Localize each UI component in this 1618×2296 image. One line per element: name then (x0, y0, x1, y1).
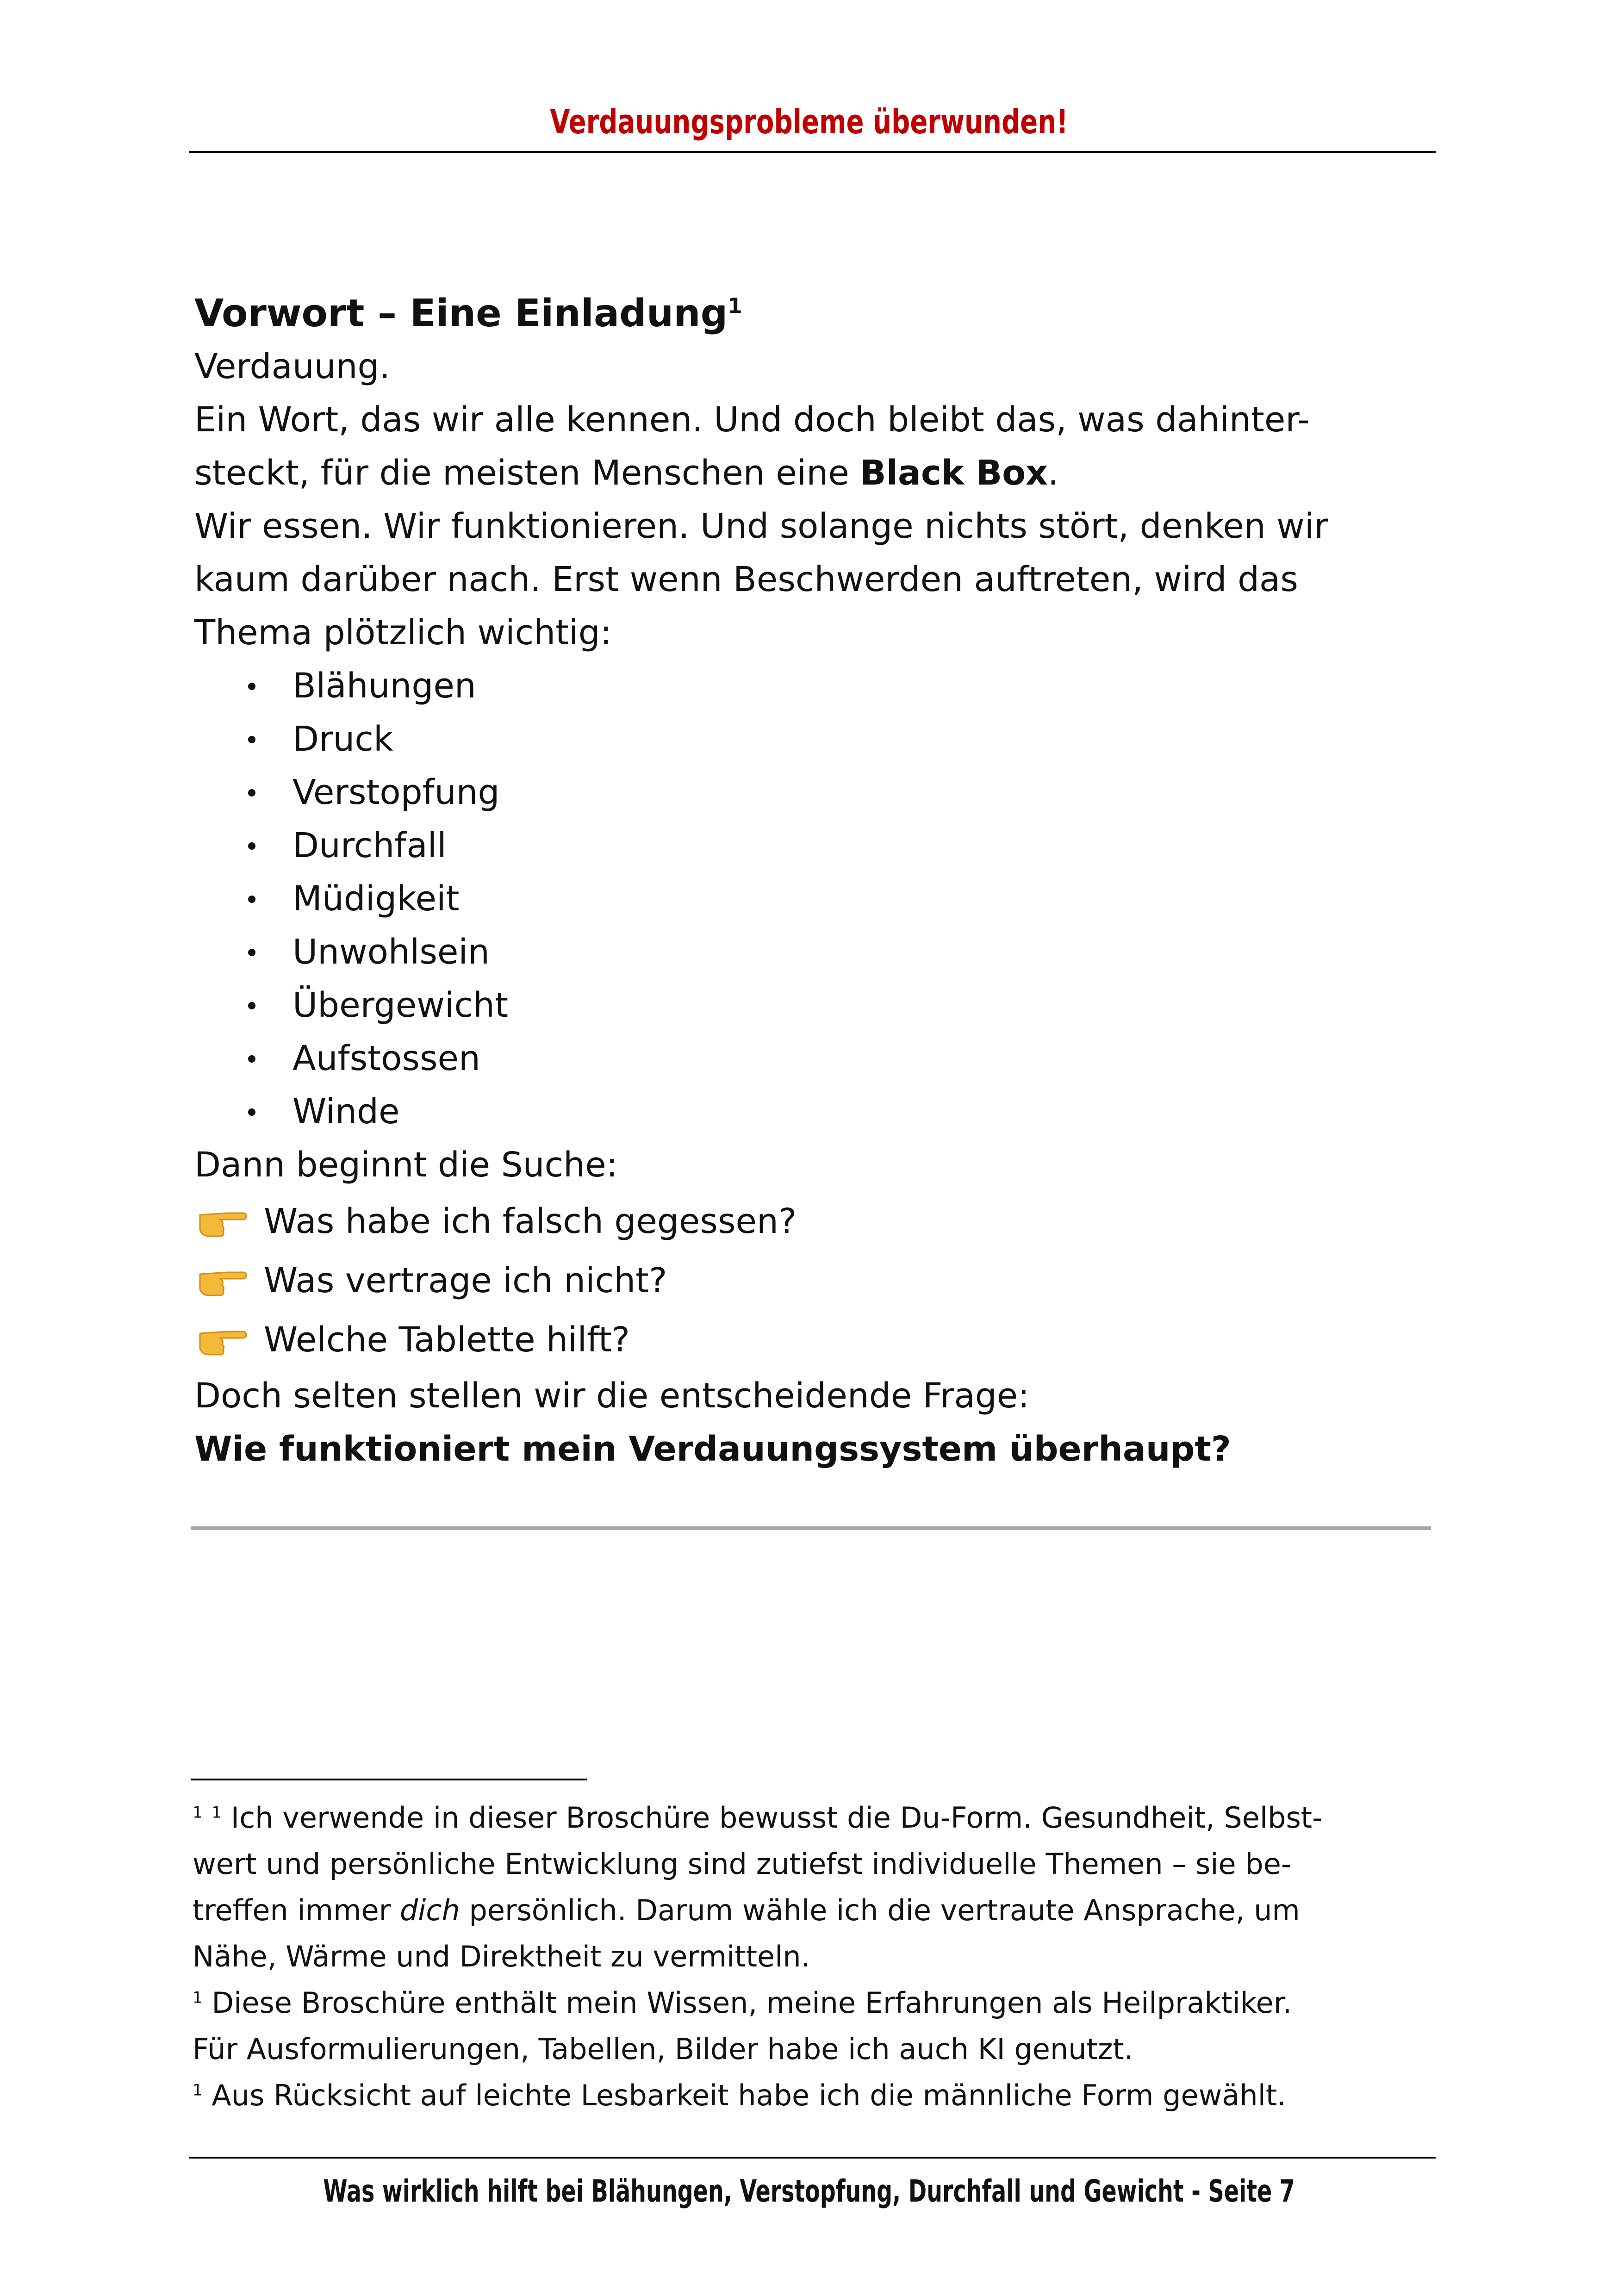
footnote-text: persönlich. Darum wähle ich die vertraute Ansprache, um (460, 1893, 1300, 1927)
footnote-marker: 1 (193, 1803, 203, 1822)
paragraph-1-line-2 (194, 447, 1435, 500)
footnote-2-line-2: Für Ausformulierungen, Tabellen, Bilder habe ich auch KI genutzt. (193, 2032, 1133, 2066)
list-item: Aufstossen (194, 1032, 1435, 1085)
footnote-marker: 1 (193, 2081, 203, 2100)
footnote-separator (191, 1779, 587, 1780)
paragraph-2-line-1: Wir essen. Wir funktionieren. Und solange nichts stört, denken wir (194, 506, 1328, 546)
footnote-marker: 1 (193, 1988, 203, 2007)
closing-line: Doch selten stellen wir die entscheidende Frage: (194, 1376, 1030, 1416)
paragraph-1-text: steckt, für die meisten Menschen eine (194, 453, 860, 493)
paragraph-2-line-2: kaum darüber nach. Erst wenn Beschwerden auftreten, wird das (194, 560, 1298, 599)
symptom-list (194, 660, 1435, 1139)
question-item (194, 1251, 1435, 1310)
header-rule (189, 151, 1436, 153)
footnote-marker: 1 (212, 1803, 222, 1822)
paragraph-1-line-1: Ein Wort, das wir alle kennen. Und doch bleibt das, was dahinter- (194, 400, 1310, 440)
list-item: Übergewicht (194, 979, 1435, 1032)
footnote-text: Diese Broschüre enthält mein Wissen, meine Erfahrungen als Heilpraktiker. (202, 1986, 1292, 2020)
footer-rule (189, 2157, 1436, 2159)
question-text: Welche Tablette hilft? (264, 1320, 630, 1360)
question-item (194, 1192, 1435, 1251)
pointing-hand-icon (196, 1320, 248, 1359)
heading-footnote-ref: 1 (728, 293, 742, 318)
intro-word: Verdauung. (194, 347, 391, 386)
list-item: Druck (194, 713, 1435, 766)
question-text: Was vertrage ich nicht? (264, 1261, 667, 1300)
list-item: Blähungen (194, 660, 1435, 713)
list-item: Müdigkeit (194, 872, 1435, 926)
list-item: Unwohlsein (194, 926, 1435, 979)
list-item: Verstopfung (194, 766, 1435, 819)
list-item: Durchfall (194, 819, 1435, 872)
footer-text: Was wirklich hilft bei Blähungen, Verstopfung, Durchfall und Gewicht - Seite 7 (323, 2173, 1295, 2209)
footnote-1-line-3 (193, 1887, 1438, 1934)
footnote-1-line-1 (193, 1795, 1438, 1841)
footnote-3-line-1 (193, 2072, 1438, 2119)
section-heading-text: Vorwort – Eine Einladung (194, 292, 728, 336)
paragraph-1-end: . (1047, 453, 1059, 493)
footnote-emphasis: dich (399, 1893, 460, 1927)
pointing-hand-icon (196, 1261, 248, 1300)
footnote-1-line-2: wert und persönliche Entwicklung sind zutiefst individuelle Themen – sie be- (193, 1847, 1292, 1881)
closing-question: Wie funktioniert mein Verdauungssystem überhaupt? (194, 1429, 1231, 1469)
section-divider (191, 1526, 1431, 1530)
list-item: Winde (194, 1085, 1435, 1139)
pointing-hand-icon (196, 1202, 248, 1241)
question-text: Was habe ich falsch gegessen? (264, 1201, 797, 1241)
footnote-text: Ich verwende in dieser Broschüre bewusst die Du-Form. Gesundheit, Selbst- (222, 1801, 1323, 1835)
section-heading (194, 287, 1435, 340)
footnote-text: Aus Rücksicht auf leichte Lesbarkeit habe ich die männliche Form gewählt. (202, 2078, 1286, 2112)
question-item (194, 1310, 1435, 1369)
footnotes (193, 1795, 1438, 2119)
main-content (194, 287, 1435, 1476)
header-title: Verdauungsprobleme überwunden! (550, 102, 1068, 141)
footnote-1-line-4: Nähe, Wärme und Direktheit zu vermitteln. (193, 1940, 810, 1973)
black-box-term: Black Box (860, 453, 1048, 493)
footnote-2-line-1 (193, 1980, 1438, 2026)
search-intro: Dann beginnt die Suche: (194, 1145, 618, 1185)
footnote-text: treffen immer (193, 1893, 400, 1927)
paragraph-2-line-3: Thema plötzlich wichtig: (194, 613, 612, 653)
